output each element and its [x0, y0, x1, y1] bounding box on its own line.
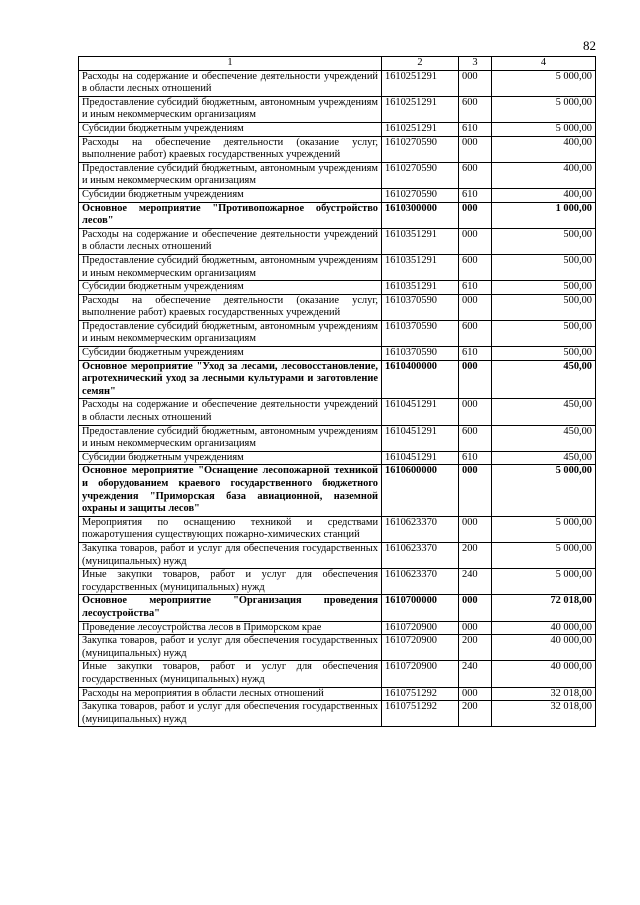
row-code: 1610720900	[382, 635, 459, 661]
row-type: 610	[459, 188, 492, 202]
row-amount: 450,00	[492, 360, 596, 399]
section-row	[79, 202, 596, 228]
row-type: 000	[459, 70, 492, 96]
row-type: 600	[459, 254, 492, 280]
row-code: 1610451291	[382, 399, 459, 425]
row-type: 000	[459, 136, 492, 162]
row-name: Предоставление субсидий бюджетным, автономным учреждениям и иным некоммерческим организациям	[79, 254, 382, 280]
column-header: 3	[459, 57, 492, 71]
row-type: 610	[459, 451, 492, 465]
row-type: 000	[459, 516, 492, 542]
table-row	[79, 281, 596, 295]
row-type: 240	[459, 569, 492, 595]
row-name: Расходы на обеспечение деятельности (оказание услуг, выполнение работ) краевых государственных учреждений	[79, 136, 382, 162]
row-name: Предоставление субсидий бюджетным, автономным учреждениям и иным некоммерческим организациям	[79, 320, 382, 346]
row-amount: 5 000,00	[492, 70, 596, 96]
table-row	[79, 228, 596, 254]
row-amount: 400,00	[492, 188, 596, 202]
row-amount: 500,00	[492, 320, 596, 346]
table-row	[79, 96, 596, 122]
row-amount: 500,00	[492, 281, 596, 295]
row-type: 000	[459, 228, 492, 254]
row-amount: 5 000,00	[492, 542, 596, 568]
row-code: 1610370590	[382, 320, 459, 346]
row-name: Субсидии бюджетным учреждениям	[79, 451, 382, 465]
section-row	[79, 595, 596, 621]
row-amount: 5 000,00	[492, 122, 596, 136]
row-name: Субсидии бюджетным учреждениям	[79, 347, 382, 361]
table-row	[79, 661, 596, 687]
row-type: 600	[459, 425, 492, 451]
row-name: Проведение лесоустройства лесов в Приморском крае	[79, 621, 382, 635]
row-code: 1610751292	[382, 701, 459, 727]
row-code: 1610400000	[382, 360, 459, 399]
row-type: 610	[459, 122, 492, 136]
row-type: 000	[459, 465, 492, 516]
row-amount: 450,00	[492, 399, 596, 425]
table-row	[79, 70, 596, 96]
row-name: Предоставление субсидий бюджетным, автономным учреждениям и иным некоммерческим организациям	[79, 96, 382, 122]
row-code: 1610370590	[382, 347, 459, 361]
row-type: 610	[459, 281, 492, 295]
row-name: Основное мероприятие "Организация проведения лесоустройства"	[79, 595, 382, 621]
row-type: 200	[459, 542, 492, 568]
table-row	[79, 294, 596, 320]
row-name: Субсидии бюджетным учреждениям	[79, 188, 382, 202]
row-code: 1610270590	[382, 136, 459, 162]
table-row	[79, 188, 596, 202]
row-code: 1610351291	[382, 281, 459, 295]
row-name: Субсидии бюджетным учреждениям	[79, 122, 382, 136]
table-row	[79, 687, 596, 701]
row-code: 1610720900	[382, 621, 459, 635]
column-header: 4	[492, 57, 596, 71]
row-code: 1610700000	[382, 595, 459, 621]
table-row	[79, 122, 596, 136]
row-code: 1610251291	[382, 122, 459, 136]
row-name: Субсидии бюджетным учреждениям	[79, 281, 382, 295]
table-row	[79, 635, 596, 661]
row-name: Иные закупки товаров, работ и услуг для обеспечения государственных (муниципальных) нужд	[79, 661, 382, 687]
table-row	[79, 425, 596, 451]
table-row	[79, 621, 596, 635]
row-type: 610	[459, 347, 492, 361]
row-type: 000	[459, 202, 492, 228]
row-code: 1610251291	[382, 96, 459, 122]
table-row	[79, 701, 596, 727]
row-amount: 500,00	[492, 254, 596, 280]
row-name: Основное мероприятие "Оснащение лесопожарной техникой и оборудованием краевого государственного бюджетного учреждения "Приморская база авиационной, наземной охраны и защиты лесов"	[79, 465, 382, 516]
row-code: 1610351291	[382, 228, 459, 254]
row-code: 1610370590	[382, 294, 459, 320]
row-code: 1610720900	[382, 661, 459, 687]
row-name: Основное мероприятие "Уход за лесами, лесовосстановление, агротехнический уход за лесными культурами и заготовление семян"	[79, 360, 382, 399]
row-amount: 5 000,00	[492, 569, 596, 595]
row-type: 000	[459, 360, 492, 399]
row-name: Расходы на содержание и обеспечение деятельности учреждений в области лесных отношений	[79, 70, 382, 96]
row-type: 000	[459, 294, 492, 320]
table-row	[79, 162, 596, 188]
table-row	[79, 516, 596, 542]
row-amount: 5 000,00	[492, 465, 596, 516]
table-row	[79, 542, 596, 568]
row-name: Мероприятия по оснащению техникой и средствами пожаротушения существующих пожарно-химических станций	[79, 516, 382, 542]
row-name: Закупка товаров, работ и услуг для обеспечения государственных (муниципальных) нужд	[79, 701, 382, 727]
row-amount: 32 018,00	[492, 701, 596, 727]
section-row	[79, 465, 596, 516]
row-amount: 40 000,00	[492, 621, 596, 635]
row-name: Закупка товаров, работ и услуг для обеспечения государственных (муниципальных) нужд	[79, 635, 382, 661]
row-type: 000	[459, 687, 492, 701]
row-amount: 500,00	[492, 294, 596, 320]
row-code: 1610251291	[382, 70, 459, 96]
row-type: 600	[459, 96, 492, 122]
row-code: 1610270590	[382, 162, 459, 188]
row-type: 000	[459, 399, 492, 425]
row-amount: 450,00	[492, 425, 596, 451]
row-code: 1610451291	[382, 451, 459, 465]
table-row	[79, 254, 596, 280]
row-amount: 500,00	[492, 347, 596, 361]
row-amount: 1 000,00	[492, 202, 596, 228]
row-amount: 5 000,00	[492, 96, 596, 122]
row-type: 200	[459, 701, 492, 727]
page-number: 82	[583, 38, 596, 53]
row-amount: 5 000,00	[492, 516, 596, 542]
row-amount: 32 018,00	[492, 687, 596, 701]
table-row	[79, 320, 596, 346]
table-row	[79, 347, 596, 361]
row-amount: 450,00	[492, 451, 596, 465]
row-code: 1610623370	[382, 516, 459, 542]
column-header: 2	[382, 57, 459, 71]
row-code: 1610270590	[382, 188, 459, 202]
row-type: 600	[459, 162, 492, 188]
row-code: 1610623370	[382, 569, 459, 595]
table-row	[79, 136, 596, 162]
row-name: Закупка товаров, работ и услуг для обеспечения государственных (муниципальных) нужд	[79, 542, 382, 568]
row-type: 000	[459, 595, 492, 621]
row-amount: 400,00	[492, 162, 596, 188]
row-type: 000	[459, 621, 492, 635]
row-code: 1610751292	[382, 687, 459, 701]
row-name: Расходы на содержание и обеспечение деятельности учреждений в области лесных отношений	[79, 228, 382, 254]
row-name: Основное мероприятие "Противопожарное обустройство лесов"	[79, 202, 382, 228]
row-amount: 40 000,00	[492, 635, 596, 661]
row-name: Предоставление субсидий бюджетным, автономным учреждениям и иным некоммерческим организациям	[79, 425, 382, 451]
column-header: 1	[79, 57, 382, 71]
row-code: 1610351291	[382, 254, 459, 280]
row-code: 1610623370	[382, 542, 459, 568]
section-row	[79, 360, 596, 399]
row-type: 200	[459, 635, 492, 661]
table-row	[79, 569, 596, 595]
row-type: 600	[459, 320, 492, 346]
row-code: 1610451291	[382, 425, 459, 451]
table-row	[79, 451, 596, 465]
row-code: 1610300000	[382, 202, 459, 228]
row-amount: 500,00	[492, 228, 596, 254]
budget-table	[78, 56, 596, 727]
row-name: Иные закупки товаров, работ и услуг для обеспечения государственных (муниципальных) нужд	[79, 569, 382, 595]
row-amount: 40 000,00	[492, 661, 596, 687]
row-name: Расходы на содержание и обеспечение деятельности учреждений в области лесных отношений	[79, 399, 382, 425]
table-header-row	[79, 57, 596, 71]
row-type: 240	[459, 661, 492, 687]
row-amount: 400,00	[492, 136, 596, 162]
row-amount: 72 018,00	[492, 595, 596, 621]
row-name: Расходы на мероприятия в области лесных отношений	[79, 687, 382, 701]
row-code: 1610600000	[382, 465, 459, 516]
table-row	[79, 399, 596, 425]
row-name: Расходы на обеспечение деятельности (оказание услуг, выполнение работ) краевых государственных учреждений	[79, 294, 382, 320]
row-name: Предоставление субсидий бюджетным, автономным учреждениям и иным некоммерческим организациям	[79, 162, 382, 188]
